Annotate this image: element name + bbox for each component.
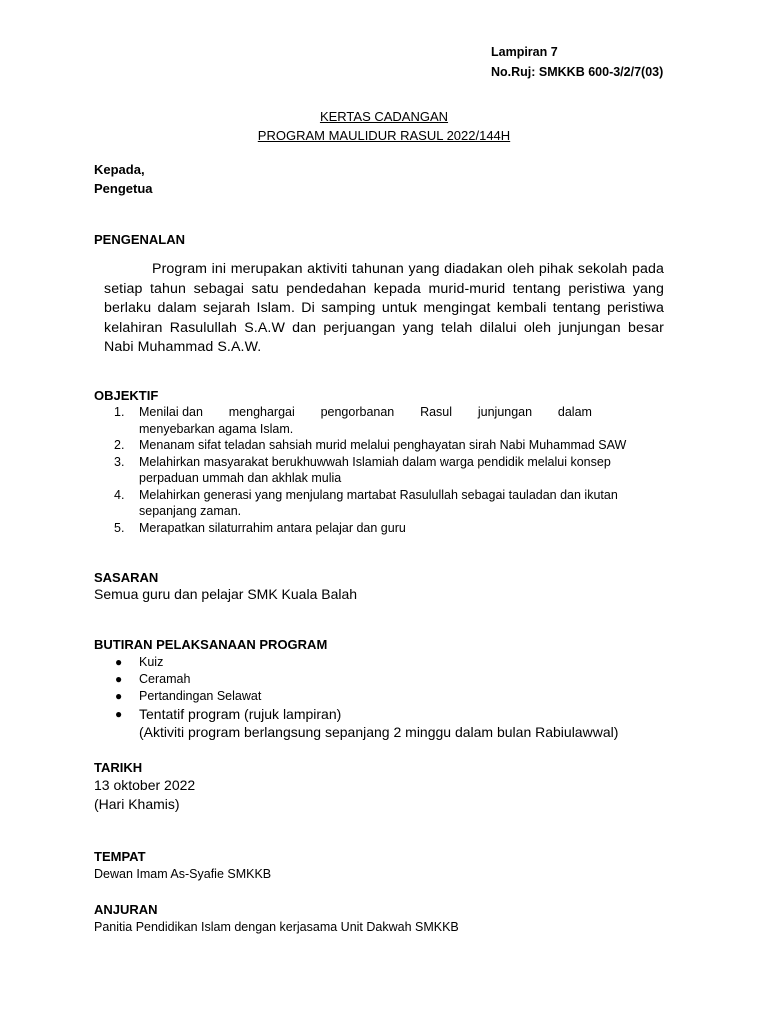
butiran-item-text: Ceramah [139,672,191,686]
tarikh-day: (Hari Khamis) [94,796,180,812]
list-number: 2. [114,438,125,452]
objektif-item-text: Merapatkan silaturrahim antara pelajar dan guru [139,520,406,535]
list-item [94,487,654,520]
butiran-note: (Aktiviti program berlangsung sepanjang 2 minggu dalam bulan Rabiulawwal) [139,724,619,740]
bullet-icon: ● [115,672,123,686]
list-item [94,671,618,688]
word: menghargai [228,405,295,419]
recipient-kepada: Kepada, [94,162,145,177]
butiran-item-text: Tentatif program (rujuk lampiran) [139,706,342,722]
objektif-item-1-cont: menyebarkan agama Islam. [139,421,294,436]
word: Rasul [420,405,453,419]
word: Menilai dan [139,405,203,419]
butiran-heading: BUTIRAN PELAKSANAAN PROGRAM [94,637,328,652]
list-item [94,454,654,487]
title-line-2: PROGRAM MAULIDUR RASUL 2022/144H [257,128,511,143]
lampiran-label: Lampiran 7 [491,45,558,59]
objektif-list [94,404,654,536]
objektif-item-text: Melahirkan generasi yang menjulang martabat Rasulullah sebagai tauladan dan ikutan sepanjang zaman. [139,487,618,518]
document-title [0,107,768,145]
bullet-icon: ● [115,655,123,669]
anjuran-heading: ANJURAN [94,902,158,917]
sasaran-text: Semua guru dan pelajar SMK Kuala Balah [94,586,358,602]
reference-number: No.Ruj: SMKKB 600-3/2/7(03) [491,65,664,79]
tempat-heading: TEMPAT [94,849,146,864]
objektif-item-text: Melahirkan masyarakat berukhuwwah Islamiah dalam warga pendidik melalui konsep perpaduan ummah dan akhlak mulia [139,454,611,485]
butiran-list [94,654,618,741]
list-item [94,705,618,741]
list-item [94,437,654,454]
pengenalan-text: Program ini merupakan aktiviti tahunan yang diadakan oleh pihak sekolah pada setiap tahun sebagai satu pendedahan kepada murid-murid tentang peristiwa yang berlaku dalam sejarah Islam. Di samping untuk mengingat kembali tentang peristiwa kelahiran Rasulullah S.A.W dan perjuangan yang telah dilalui oleh junjungan besar Nabi Muhammad S.A.W. [104,261,664,355]
word: pengorbanan [320,405,395,419]
recipient-block [94,160,153,198]
objektif-item-1-line [139,404,592,421]
list-number: 1. [114,405,125,419]
list-number: 5. [114,520,125,535]
list-item [94,688,618,705]
recipient-pengetua: Pengetua [94,181,153,196]
bullet-icon: ● [115,707,123,721]
title-line-1: KERTAS CADANGAN [319,109,449,124]
objektif-heading: OBJEKTIF [94,388,159,403]
tarikh-date: 13 oktober 2022 [94,777,196,793]
tempat-text: Dewan Imam As-Syafie SMKKB [94,867,272,881]
butiran-item-text: Kuiz [139,655,164,669]
list-item [94,404,654,437]
reference-block [491,42,663,82]
pengenalan-heading: PENGENALAN [94,232,186,247]
anjuran-text: Panitia Pendidikan Islam dengan kerjasama Unit Dakwah SMKKB [94,920,459,934]
list-item [94,520,654,537]
list-number: 3. [114,454,125,469]
bullet-icon: ● [115,689,123,703]
objektif-item-text: Menanam sifat teladan sahsiah murid melalui penghayatan sirah Nabi Muhammad SAW [139,438,627,452]
tarikh-block [94,776,195,814]
tarikh-heading: TARIKH [94,760,143,775]
list-item [94,654,618,671]
butiran-item-text: Pertandingan Selawat [139,689,262,703]
word: dalam [557,405,592,419]
word: junjungan [477,405,533,419]
list-number: 4. [114,487,125,502]
sasaran-heading: SASARAN [94,570,159,585]
